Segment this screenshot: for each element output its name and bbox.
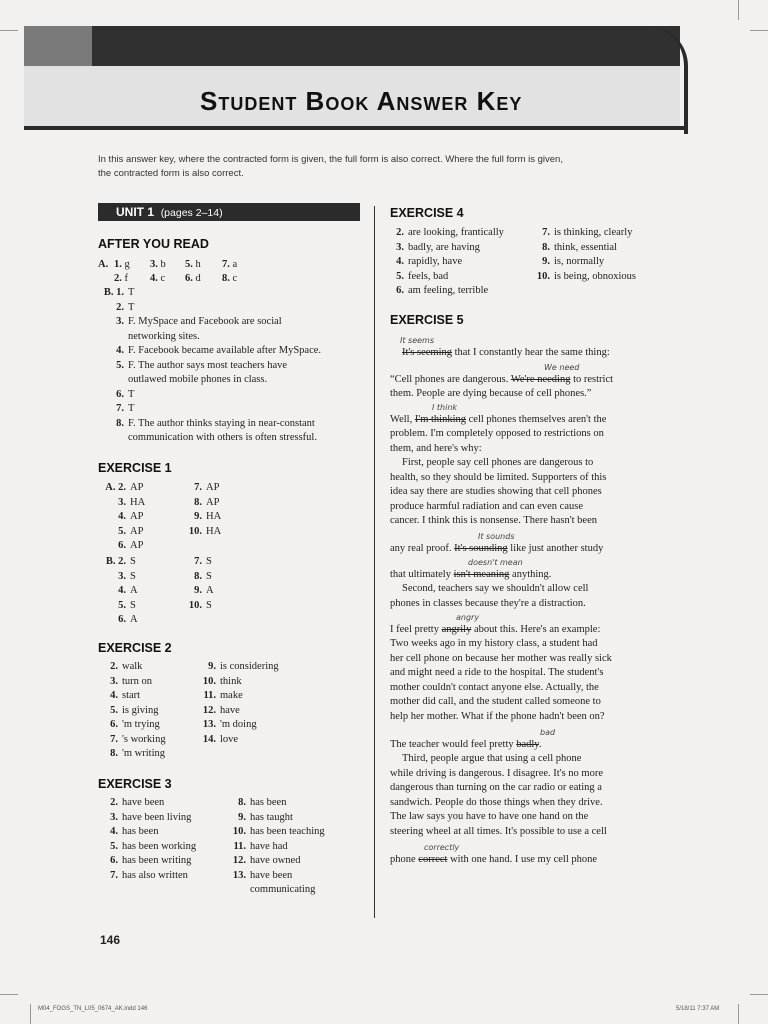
answer-text: A xyxy=(130,585,138,596)
answer-number: 9. xyxy=(542,256,550,267)
header-curve xyxy=(640,26,688,134)
crop-mark xyxy=(0,30,18,31)
answer-text: F. The author thinks staying in near-constant xyxy=(128,417,315,429)
answer-number: 10. xyxy=(188,525,202,537)
answer-number: 10. xyxy=(202,675,216,687)
answer-number: 4. xyxy=(118,585,126,596)
exercise5-line: any real proof. It's sounding like just another study xyxy=(390,543,604,554)
answer-text: make xyxy=(220,690,243,701)
struck-phrase: We're needing xyxy=(510,374,571,385)
answer-number: 6. xyxy=(396,285,404,296)
answer-number: 6. xyxy=(110,855,118,866)
answer-number: 3. xyxy=(118,496,126,508)
answer-item: 4. c xyxy=(150,273,166,284)
answer-text: HA xyxy=(206,525,222,537)
crop-mark xyxy=(30,1004,31,1024)
answer-text: A xyxy=(130,614,138,625)
answer-number: 7. xyxy=(116,403,124,414)
answer-text: S xyxy=(130,556,136,567)
answer-text: F. MySpace and Facebook are social xyxy=(128,316,282,327)
unit-label: UNIT 1 xyxy=(116,205,155,219)
exercise5-line: sandwich. People do those things when they drive. xyxy=(390,796,603,808)
exercise5-line: produce harmful radiation and can even cause xyxy=(390,500,583,512)
exercise5-line: mother couldn't contact anyone else. Actually, the xyxy=(390,681,599,693)
answer-number: A. 2. xyxy=(105,482,126,493)
after-you-read-heading: AFTER YOU READ xyxy=(98,237,209,251)
answer-number: 3. xyxy=(116,316,124,327)
exercise5-line: Second, teachers say we shouldn't allow cell xyxy=(402,583,589,594)
answer-text: are looking, frantically xyxy=(408,227,504,238)
answer-text: is thinking, clearly xyxy=(554,227,633,238)
exercise3-heading: EXERCISE 3 xyxy=(98,777,172,791)
answer-text: am feeling, terrible xyxy=(408,285,489,296)
answer-text: 'm trying xyxy=(122,719,160,730)
answer-text: have been living xyxy=(122,811,192,823)
answer-number: 11. xyxy=(203,690,216,701)
exercise4-heading: EXERCISE 4 xyxy=(390,206,464,220)
answer-number: 11. xyxy=(233,840,246,852)
handwritten-correction: I think xyxy=(432,403,458,412)
answer-text: S xyxy=(206,599,212,611)
answer-number: 6. xyxy=(118,540,126,551)
exercise5-line: It's seeming that I constantly hear the same thing: xyxy=(402,347,610,358)
unit-pages: (pages 2–14) xyxy=(160,207,223,219)
crop-mark xyxy=(750,30,768,31)
intro-text: In this answer key, where the contracted form is given, the full form is also correct. Where the full form is given, the contracted form is also correct. xyxy=(98,154,563,179)
answer-text: AP xyxy=(130,525,144,537)
answer-text: has been teaching xyxy=(250,826,325,837)
answer-number: 4. xyxy=(116,345,124,356)
handwritten-correction: angry xyxy=(456,613,480,622)
answer-text: have had xyxy=(250,840,288,852)
answer-text: think, essential xyxy=(554,241,617,253)
answer-number: 7. xyxy=(194,482,202,493)
answer-number: 2. xyxy=(116,301,124,313)
answer-number: 5. xyxy=(118,599,126,611)
answer-number: B. 1. xyxy=(103,287,124,298)
answer-text: 'm doing xyxy=(220,719,257,730)
exercise5-line: them, and here's why: xyxy=(390,442,482,454)
answer-number: 7. xyxy=(542,227,550,238)
answer-number: 7. xyxy=(194,556,202,567)
handwritten-correction: correctly xyxy=(424,843,460,852)
exercise5-line: phones in classes because they're a distraction. xyxy=(390,597,586,609)
answer-number: 2. xyxy=(396,227,404,238)
answer-number: 10. xyxy=(536,270,550,282)
answer-number: 9. xyxy=(238,811,246,823)
answer-text: has also written xyxy=(122,869,188,881)
struck-phrase: correct xyxy=(418,854,448,865)
answer-text: T xyxy=(128,301,135,313)
exercise5-line: Well, I'm thinking cell phones themselves aren't the xyxy=(390,414,607,425)
header-rule xyxy=(24,126,684,130)
answer-text: start xyxy=(122,690,141,701)
answer-text: HA xyxy=(206,511,222,522)
answer-text: T xyxy=(128,403,135,414)
answer-number: 6. xyxy=(116,388,124,400)
answer-text: F. The author says most teachers have xyxy=(128,359,288,371)
answer-number: 8. xyxy=(116,417,124,429)
slug-filename: M04_FOGS_TN_L05_0674_AK.indd 146 xyxy=(38,1006,148,1012)
answer-number: 7. xyxy=(110,869,118,881)
answer-number: 6. xyxy=(118,614,126,625)
answer-item: 3. b xyxy=(150,259,166,270)
answer-text: S xyxy=(130,570,136,582)
answer-text: 's working xyxy=(122,733,166,745)
answer-number: 4. xyxy=(110,690,118,701)
exercise5-line: while driving is dangerous. I disagree. It's no more xyxy=(390,767,604,779)
answer-number: 4. xyxy=(396,256,404,267)
crop-mark xyxy=(750,994,768,995)
answer-number: 5. xyxy=(110,840,118,852)
struck-phrase: It's sounding xyxy=(454,543,508,554)
column-divider xyxy=(374,206,375,918)
answer-number: 7. xyxy=(110,733,118,745)
exercise5-line: that ultimately isn't meaning anything. xyxy=(390,569,552,580)
answer-number: 4. xyxy=(110,826,118,837)
exercise5-line: help her mother. What if the phone hadn't been on? xyxy=(390,710,605,722)
answer-number: 9. xyxy=(194,585,202,596)
answer-text: turn on xyxy=(122,675,153,687)
answer-text: love xyxy=(220,733,239,745)
exercise5-line: mother did call, and the student called someone to xyxy=(390,696,601,707)
crop-mark xyxy=(0,994,18,995)
answer-number: 10. xyxy=(188,599,202,611)
answer-text: is being, obnoxious xyxy=(554,270,636,282)
answer-number: 14. xyxy=(202,733,216,745)
answer-number: 8. xyxy=(110,748,118,759)
answer-text: have been xyxy=(250,869,293,881)
answer-number: 8. xyxy=(542,241,550,253)
exercise5-line: and might need a ride to the hospital. The student's xyxy=(390,667,604,678)
exercise5-line: idea say there are studies showing that cell phones xyxy=(390,486,602,497)
exercise5-line: Two weeks ago in my history class, a student had xyxy=(390,638,598,649)
answer-text: think xyxy=(220,675,242,687)
answer-number: 5. xyxy=(118,525,126,537)
handwritten-correction: bad xyxy=(540,728,556,737)
exercise5-line: Third, people argue that using a cell phone xyxy=(402,753,582,764)
page-title: Student Book Answer Key xyxy=(200,86,523,116)
answer-item: 6. d xyxy=(185,273,201,284)
answer-number: 13. xyxy=(202,719,216,730)
answer-number: 9. xyxy=(194,511,202,522)
slug-date: 5/18/11 7:37 AM xyxy=(676,1006,720,1012)
answer-number: 5. xyxy=(116,359,124,371)
answer-number: 5. xyxy=(396,270,404,282)
exercise1-heading: EXERCISE 1 xyxy=(98,461,172,475)
answer-number: 3. xyxy=(118,570,126,582)
answer-text: has been writing xyxy=(122,855,192,866)
handwritten-correction: doesn't mean xyxy=(468,558,523,567)
answer-text: have been xyxy=(122,797,165,808)
answer-number: 6. xyxy=(110,719,118,730)
answer-text: T xyxy=(128,287,135,298)
answer-text: S xyxy=(130,599,136,611)
answer-number: 8. xyxy=(194,570,202,582)
answer-text: A xyxy=(206,585,214,596)
answer-number: 3. xyxy=(110,811,118,823)
struck-phrase: angrily xyxy=(441,624,472,635)
answer-text: HA xyxy=(130,496,146,508)
answer-text: is considering xyxy=(220,661,279,672)
exercise5-line: First, people say cell phones are dangerous to xyxy=(402,457,594,468)
answer-text: AP xyxy=(130,482,144,493)
answer-text: has been xyxy=(250,797,287,808)
exercise5-line: her cell phone on because her mother was really sick xyxy=(390,652,612,664)
header-dark-band xyxy=(24,26,680,66)
exercise5-line: I feel pretty angrily about this. Here's an example: xyxy=(390,624,601,635)
answer-text: 'm writing xyxy=(122,748,166,759)
answer-text: badly, are having xyxy=(408,241,480,253)
exercise5-line: health, so they should be limited. Supporters of this xyxy=(390,471,607,483)
handwritten-correction: It sounds xyxy=(478,532,515,541)
answer-text: AP xyxy=(130,511,144,522)
exercise5-line: “Cell phones are dangerous. We're needing to restrict xyxy=(390,374,614,385)
answer-text: has taught xyxy=(250,811,293,823)
answer-text: is giving xyxy=(122,704,159,716)
answer-text: is, normally xyxy=(554,256,605,267)
exercise5-line: The law says you have to have one hand on the xyxy=(390,811,589,822)
answer-text: T xyxy=(128,388,135,400)
answer-text: walk xyxy=(122,661,143,672)
struck-phrase: isn't meaning xyxy=(453,569,510,580)
answer-item: 8. c xyxy=(222,273,238,284)
struck-phrase: It's seeming xyxy=(402,347,453,358)
answer-text: communication with others is often stressful. xyxy=(128,432,317,443)
crop-mark xyxy=(738,1004,739,1024)
answer-item: 2. f xyxy=(114,273,128,284)
answer-number: 10. xyxy=(232,826,246,837)
crop-mark xyxy=(738,0,739,20)
struck-phrase: badly xyxy=(516,739,539,750)
exercise5-line: problem. I'm completely opposed to restrictions on xyxy=(390,428,604,439)
answer-text: AP xyxy=(206,496,220,508)
answer-number: A. xyxy=(98,259,109,270)
answer-text: have owned xyxy=(250,855,301,866)
answer-text: AP xyxy=(206,482,220,493)
answer-number: 8. xyxy=(238,797,246,808)
page-number: 146 xyxy=(100,933,121,947)
answer-text: have xyxy=(220,704,240,716)
answer-text: communicating xyxy=(250,884,316,895)
answer-number: 4. xyxy=(118,511,126,522)
answer-number: 13. xyxy=(232,869,246,881)
exercise5-line: them. People are dying because of cell phones.” xyxy=(390,388,592,399)
exercise5-line: phone correct with one hand. I use my cell phone xyxy=(390,854,598,865)
unit-heading-bar xyxy=(98,203,360,221)
handwritten-correction: It seems xyxy=(400,336,435,345)
answer-number: 12. xyxy=(232,855,246,866)
answer-text: AP xyxy=(130,540,144,551)
answer-number: 2. xyxy=(110,797,118,808)
exercise5-line: dangerous than turning on the car radio or eating a xyxy=(390,782,602,793)
answer-text: rapidly, have xyxy=(408,256,463,267)
answer-number: 2. xyxy=(110,661,118,672)
header-light-band xyxy=(24,26,92,66)
exercise2-heading: EXERCISE 2 xyxy=(98,641,172,655)
answer-text: has been xyxy=(122,826,159,837)
answer-text: F. Facebook became available after MySpace. xyxy=(128,345,322,356)
answer-number: 12. xyxy=(202,704,216,716)
exercise5-line: steering wheel at all times. It's possible to use a cell xyxy=(390,825,607,837)
answer-text: S xyxy=(206,556,212,567)
exercise5-line: The teacher would feel pretty badly. xyxy=(390,739,542,750)
answer-number: 3. xyxy=(110,675,118,687)
answer-text: S xyxy=(206,570,212,582)
answer-text: outlawed mobile phones in class. xyxy=(128,374,268,385)
answer-item: 5. h xyxy=(185,259,201,270)
answer-text: feels, bad xyxy=(408,270,449,282)
answer-number: 8. xyxy=(194,496,202,508)
answer-number: 3. xyxy=(396,241,404,253)
answer-number: 5. xyxy=(110,704,118,716)
exercise5-heading: EXERCISE 5 xyxy=(390,313,464,327)
exercise5-line: cancer. I think this is nonsense. There hasn't been xyxy=(390,515,597,526)
answer-number: 9. xyxy=(208,661,216,672)
handwritten-correction: We need xyxy=(544,363,580,372)
answer-item: 7. a xyxy=(222,259,238,270)
answer-number: B. 2. xyxy=(105,556,126,567)
answer-item: 1. g xyxy=(114,259,130,270)
answer-text: networking sites. xyxy=(128,330,200,342)
answer-text: has been working xyxy=(122,840,197,852)
struck-phrase: I'm thinking xyxy=(414,414,467,425)
